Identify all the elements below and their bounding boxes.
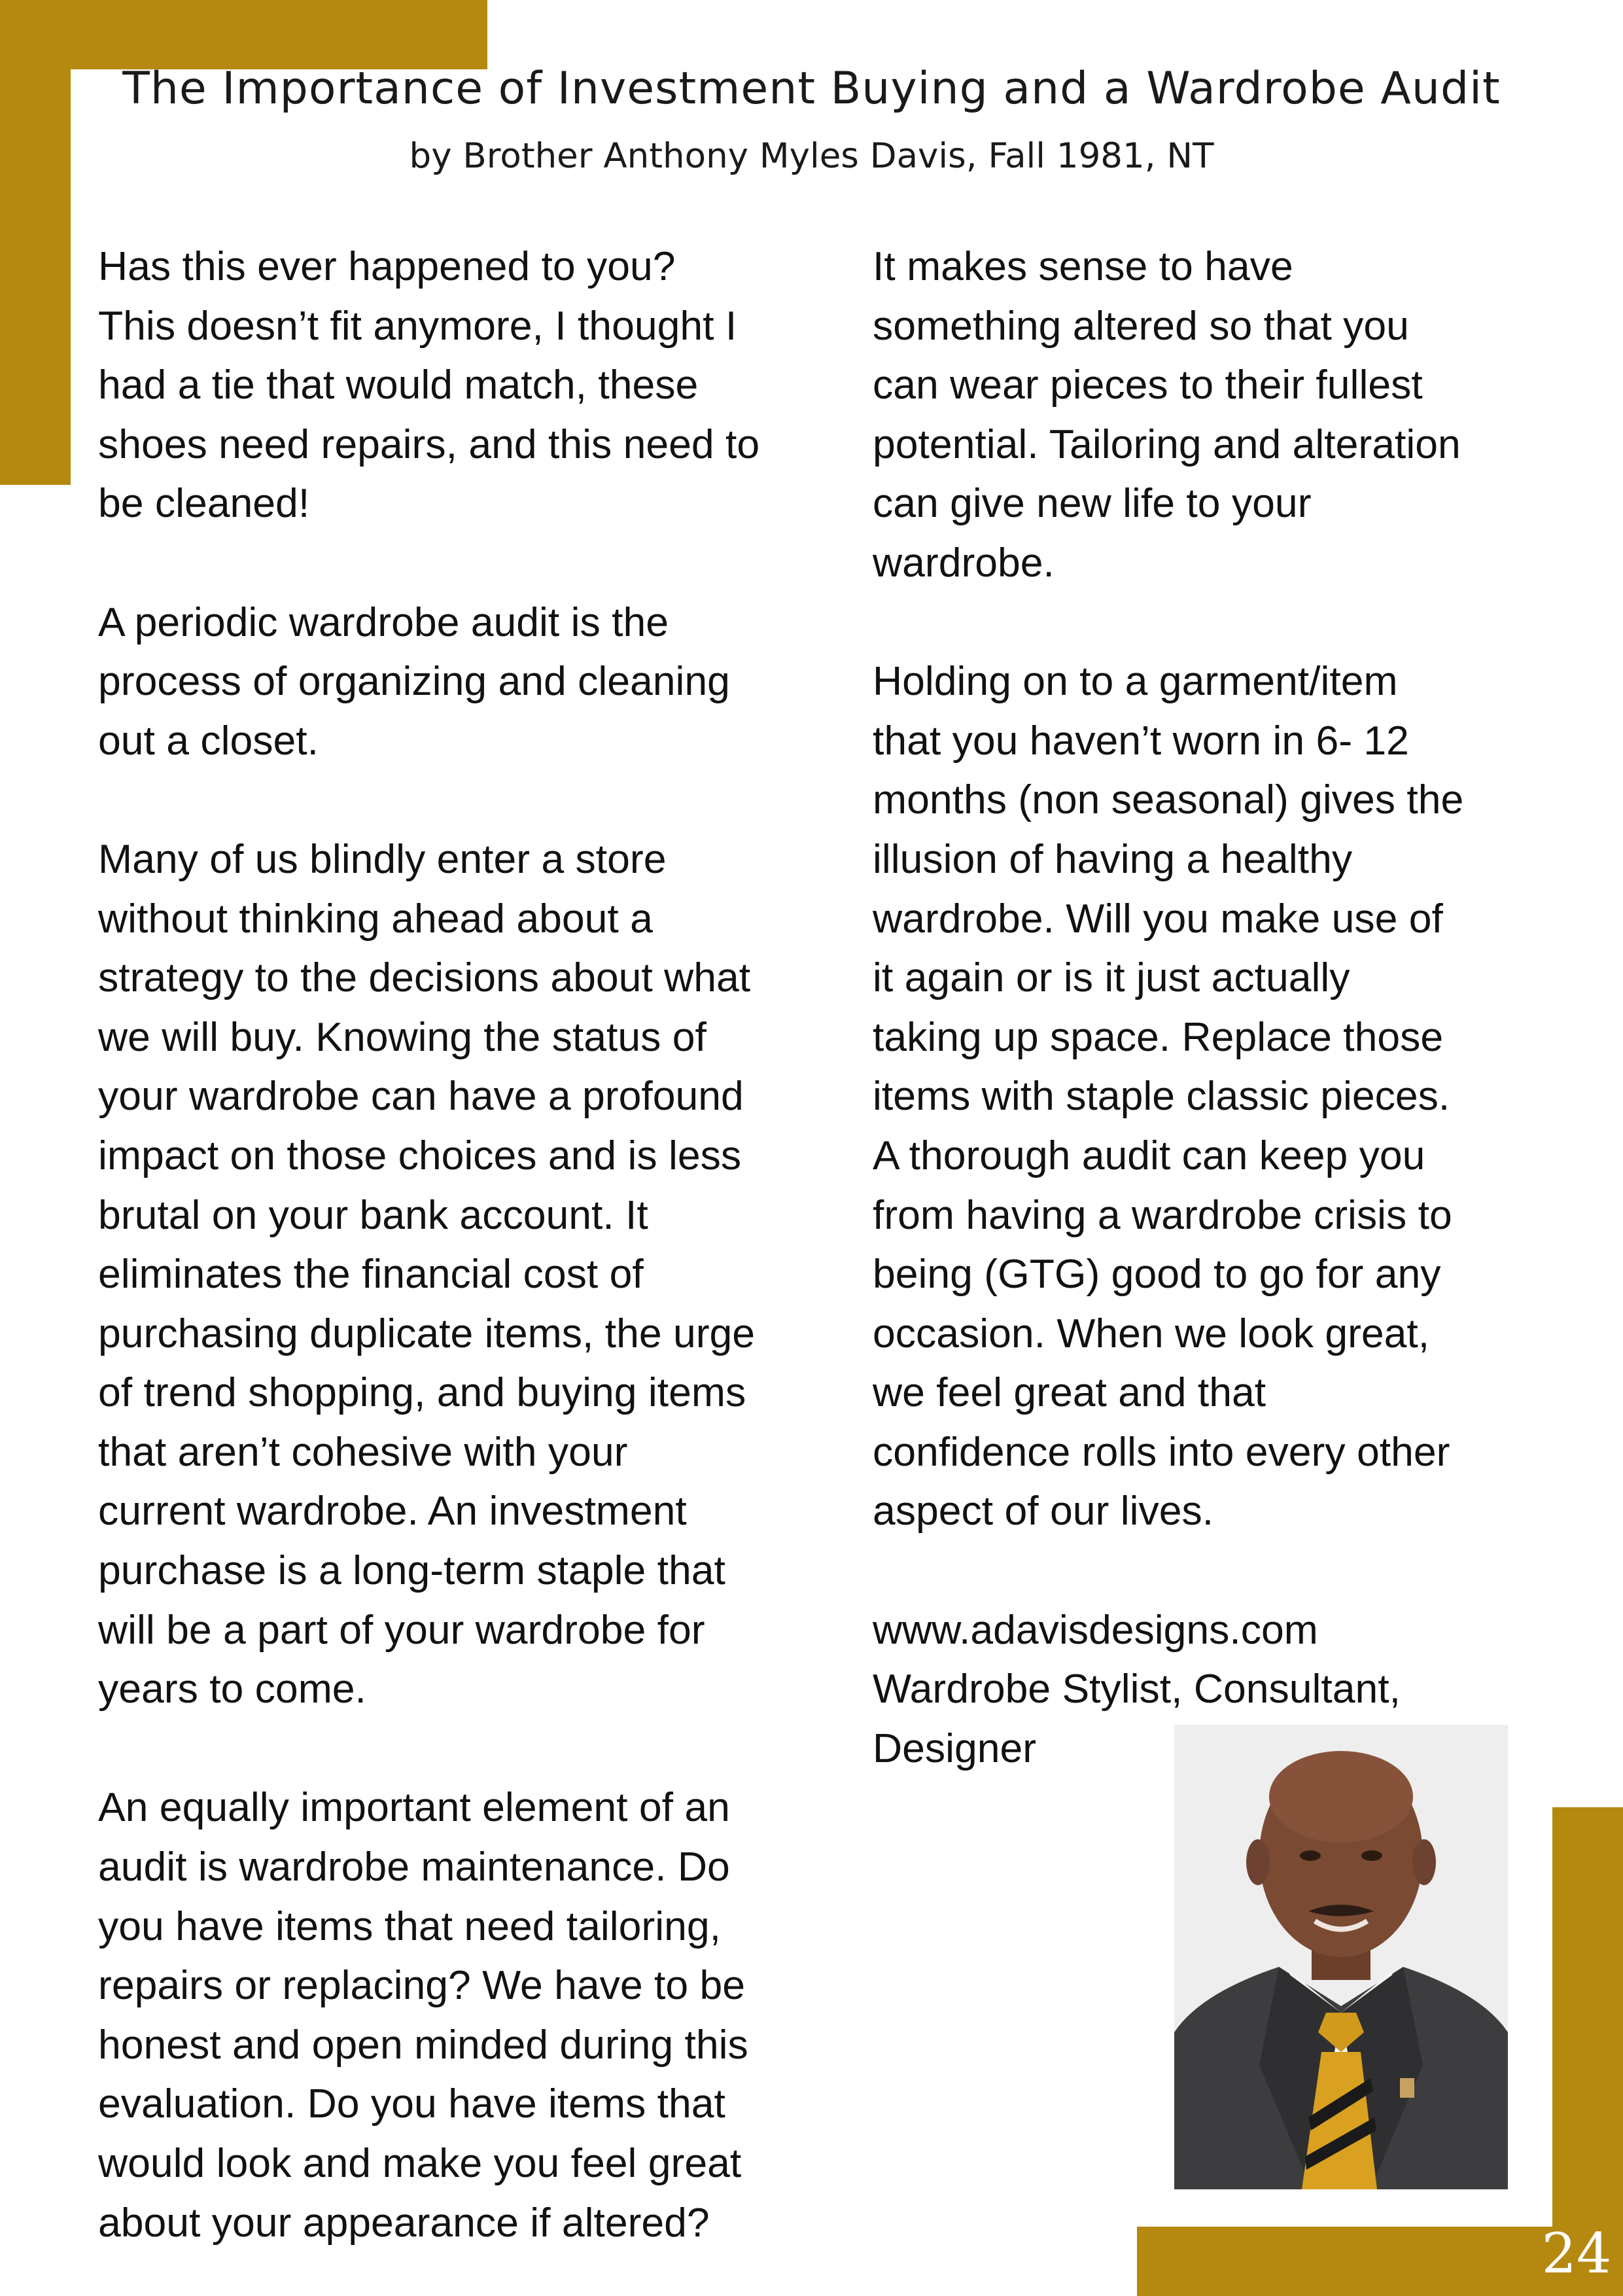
text-line: can give new life to your — [873, 480, 1312, 527]
text-line: A thorough audit can keep you — [873, 1132, 1425, 1178]
text-line: A periodic wardrobe audit is the — [98, 599, 669, 645]
text-line: Has this ever happened to you? — [98, 243, 676, 289]
paragraph-investment — [98, 830, 824, 1719]
text-line: process of organizing and cleaning — [98, 658, 730, 705]
author-website-link[interactable]: www.adavisdesigns.com — [873, 1606, 1318, 1653]
text-line: eliminates the financial cost of — [98, 1251, 644, 1298]
text-line: about your appearance if altered? — [98, 2199, 710, 2246]
text-line: your wardrobe can have a profound — [98, 1073, 744, 1120]
text-line: would look and make you feel great — [98, 2140, 742, 2186]
text-line: occasion. When we look great, — [873, 1310, 1430, 1356]
text-line: being (GTG) good to go for any — [873, 1251, 1441, 1298]
paragraph-audit-definition — [98, 593, 824, 771]
article-byline: by Brother Anthony Myles Davis, Fall 1981, NT — [409, 136, 1214, 176]
paragraph-holding-on — [873, 652, 1540, 1541]
text-line: had a tie that would match, these — [98, 362, 699, 408]
text-line: current wardrobe. An investment — [98, 1488, 687, 1534]
author-role-line1: Wardrobe Stylist, Consultant, — [873, 1666, 1401, 1712]
text-line: This doesn’t fit anymore, I thought I — [98, 302, 737, 349]
text-line: will be a part of your wardrobe for — [98, 1606, 705, 1653]
text-line: months (non seasonal) gives the — [873, 777, 1464, 823]
paragraph-intro — [98, 237, 824, 533]
text-line: something altered so that you — [873, 302, 1409, 349]
text-line: out a closet. — [98, 717, 319, 764]
text-line: items with staple classic pieces. — [873, 1073, 1450, 1120]
text-line: be cleaned! — [98, 480, 310, 527]
text-line: impact on those choices and is less — [98, 1132, 742, 1178]
text-line: evaluation. Do you have items that — [98, 2081, 725, 2127]
text-line: wardrobe. Will you make use of — [873, 895, 1443, 942]
text-line: repairs or replacing? We have to be — [98, 1962, 745, 2009]
text-line: that you haven’t worn in 6- 12 — [873, 717, 1409, 764]
text-line: confidence rolls into every other — [873, 1428, 1450, 1475]
text-line: from having a wardrobe crisis to — [873, 1192, 1452, 1238]
text-line: can wear pieces to their fullest — [873, 362, 1423, 408]
text-line: we will buy. Knowing the status of — [98, 1014, 707, 1060]
text-line: we feel great and that — [873, 1369, 1266, 1416]
text-line: shoes need repairs, and this need to — [98, 421, 760, 467]
paragraph-maintenance — [98, 1778, 824, 2252]
paragraph-alteration — [873, 237, 1540, 593]
article-column-right — [873, 237, 1540, 1778]
text-line: that aren’t cohesive with your — [98, 1428, 628, 1475]
text-line: potential. Tailoring and alteration — [873, 421, 1461, 467]
gold-accent-bar-top — [0, 0, 487, 69]
text-line: it again or is it just actually — [873, 955, 1350, 1001]
text-line: without thinking ahead about a — [98, 895, 653, 942]
article-column-left — [98, 237, 824, 2252]
text-line: purchase is a long-term staple that — [98, 1547, 725, 1594]
text-line: taking up space. Replace those — [873, 1014, 1444, 1060]
text-line: wardrobe. — [873, 539, 1055, 586]
article-title: The Importance of Investment Buying and a Wardrobe Audit — [122, 63, 1501, 115]
page-number: 24 — [1541, 2221, 1612, 2286]
text-line: you have items that need tailoring, — [98, 1903, 721, 1949]
author-portrait-photo — [1174, 1725, 1508, 2189]
text-line: purchasing duplicate items, the urge — [98, 1310, 756, 1356]
text-line: Holding on to a garment/item — [873, 658, 1398, 705]
text-line: years to come. — [98, 1666, 366, 1712]
text-line: brutal on your bank account. It — [98, 1192, 648, 1238]
text-line: Many of us blindly enter a store — [98, 836, 667, 882]
text-line: illusion of having a healthy — [873, 836, 1353, 882]
text-line: strategy to the decisions about what — [98, 955, 751, 1001]
text-line: An equally important element of an — [98, 1784, 730, 1831]
text-line: of trend shopping, and buying items — [98, 1369, 746, 1416]
text-line: aspect of our lives. — [873, 1488, 1214, 1534]
text-line: audit is wardrobe maintenance. Do — [98, 1844, 730, 1890]
author-role-line2: Designer — [873, 1725, 1037, 1771]
text-line: It makes sense to have — [873, 243, 1293, 289]
text-line: honest and open minded during this — [98, 2021, 748, 2068]
